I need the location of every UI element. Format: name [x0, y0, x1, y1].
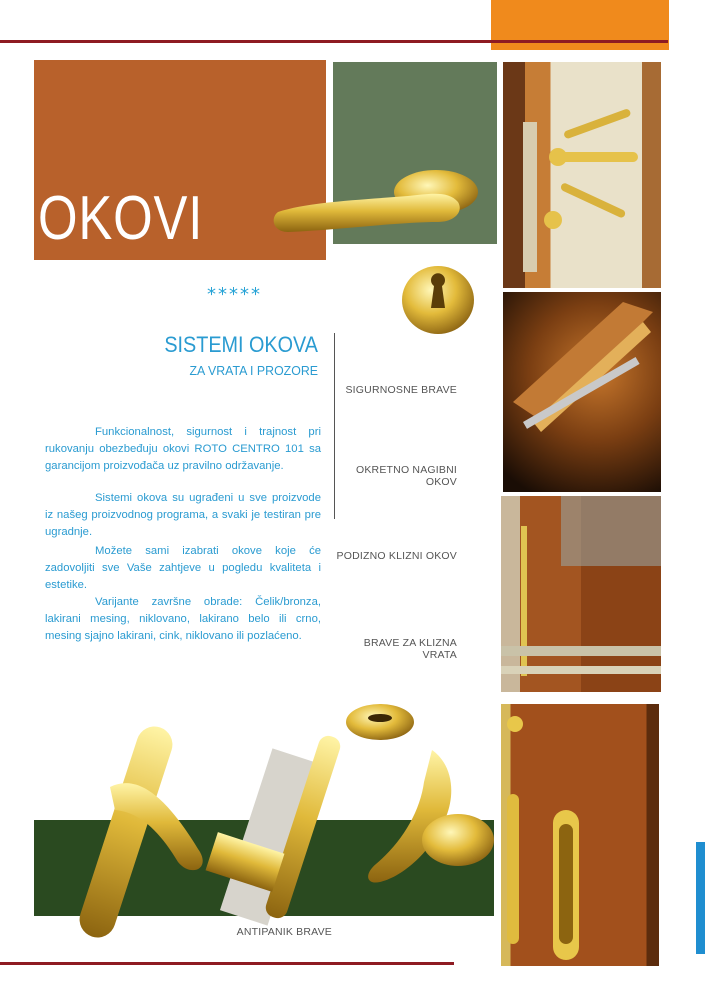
photo-tilt-turn-fitting [503, 292, 661, 492]
section-subheading: ZA VRATA I PROZORE [189, 363, 318, 378]
top-rule [0, 40, 668, 43]
paragraph-finishes-text: Varijante završne obrade: Čelik/bronza, lakirani mesing, niklovano, lakirano belo ili crno, mesing sjajno lakirani, cink, niklovano ili pozlaćeno. [45, 596, 321, 642]
photo-security-lock [503, 62, 661, 288]
door-handle-image [268, 160, 508, 340]
page-title: OKOVI [38, 184, 204, 253]
photo-sliding-door-lock [501, 704, 659, 966]
label-okretno-nagibni-okov: OKRETNO NAGIBNI OKOV [355, 464, 457, 488]
paragraph-choice [45, 543, 321, 645]
product-hardware-image [60, 692, 500, 952]
paragraph-choice-text: Možete sami izabrati okove koje će zadovoljiti sve Vaše zahtjeve u pogledu kvaliteta i estetike. [45, 545, 321, 591]
page-edge-tab [696, 842, 705, 954]
label-sigurnosne-brave: SIGURNOSNE BRAVE [345, 384, 457, 396]
label-antipanik-brave: ANTIPANIK BRAVE [236, 926, 332, 938]
bottom-rule [0, 962, 454, 965]
star-divider: ***** [207, 284, 262, 305]
photo-lift-slide-fitting [501, 496, 661, 692]
section-heading: SISTEMI OKOVA [164, 332, 318, 357]
paragraph-systems: Sistemi okova su ugrađeni u sve proizvode iz našeg proizvodnog programa, a svaki je testiran pre ugradnje. [45, 492, 321, 538]
label-podizno-klizni-okov: PODIZNO KLIZNI OKOV [336, 550, 457, 562]
paragraph-intro: Funkcionalnost, sigurnost i trajnost pri rukovanju obezbeđuju okovi ROTO CENTRO 101 sa garancijom proizvođača uz pravilno održavanje. [45, 426, 321, 472]
label-brave-za-klizna-vrata: BRAVE ZA KLIZNA VRATA [363, 637, 457, 661]
vertical-divider [334, 333, 335, 519]
